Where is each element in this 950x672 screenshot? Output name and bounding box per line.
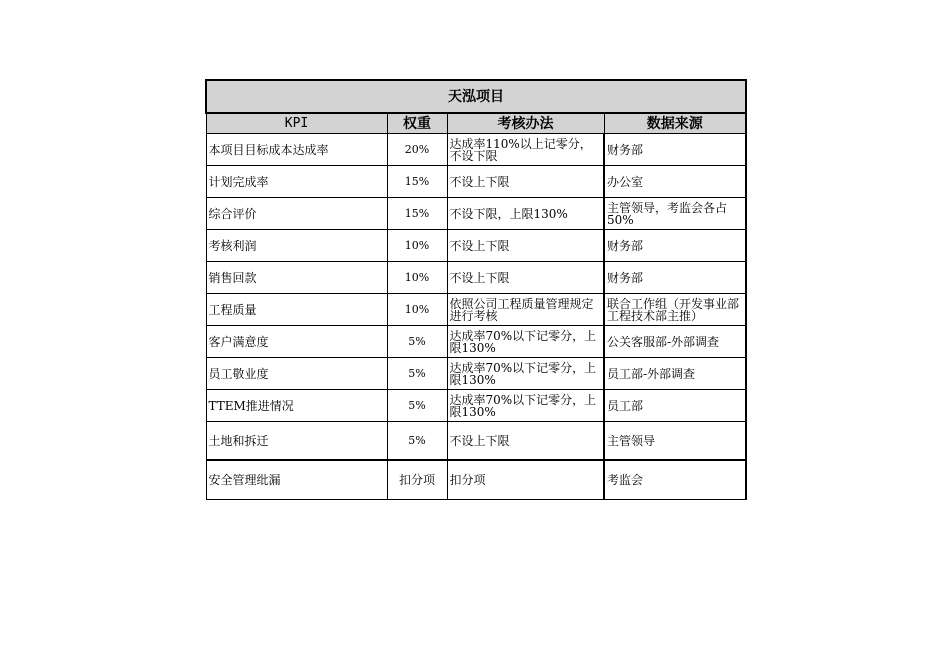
source-cell: 考监会 xyxy=(604,460,746,500)
table-row xyxy=(206,262,746,294)
weight-cell: 5% xyxy=(387,358,447,390)
table-row xyxy=(206,198,746,230)
source-cell: 财务部 xyxy=(604,230,746,262)
method-cell: 达成率110%以上记零分，不设下限 xyxy=(447,134,604,166)
method-cell: 不设下限，上限130% xyxy=(447,198,604,230)
weight-cell: 扣分项 xyxy=(387,460,447,500)
weight-cell: 10% xyxy=(387,230,447,262)
header-weight: 权重 xyxy=(387,113,447,134)
kpi-cell: 计划完成率 xyxy=(206,166,387,198)
table-row xyxy=(206,166,746,198)
method-cell: 依照公司工程质量管理规定进行考核 xyxy=(447,294,604,326)
table-row-last xyxy=(206,460,746,500)
source-cell: 主管领导，考监会各占50% xyxy=(604,198,746,230)
weight-cell: 5% xyxy=(387,390,447,422)
kpi-cell: 综合评价 xyxy=(206,198,387,230)
kpi-cell: 客户满意度 xyxy=(206,326,387,358)
table-row xyxy=(206,422,746,461)
source-cell: 主管领导 xyxy=(604,422,746,461)
kpi-cell: TTEM推进情况 xyxy=(206,390,387,422)
weight-cell: 10% xyxy=(387,262,447,294)
method-cell: 达成率70%以下记零分，上限130% xyxy=(447,326,604,358)
weight-cell: 5% xyxy=(387,326,447,358)
source-cell: 员工部 xyxy=(604,390,746,422)
source-cell: 办公室 xyxy=(604,166,746,198)
table-row xyxy=(206,230,746,262)
kpi-cell: 工程质量 xyxy=(206,294,387,326)
kpi-cell: 本项目目标成本达成率 xyxy=(206,134,387,166)
method-cell: 不设上下限 xyxy=(447,230,604,262)
header-source: 数据来源 xyxy=(604,113,746,134)
method-cell: 不设上下限 xyxy=(447,422,604,461)
source-cell: 联合工作组（开发事业部工程技术部主推） xyxy=(604,294,746,326)
method-cell: 扣分项 xyxy=(447,460,604,500)
method-cell: 达成率70%以下记零分，上限130% xyxy=(447,358,604,390)
table-row xyxy=(206,358,746,390)
source-cell: 财务部 xyxy=(604,262,746,294)
table-title: 天泓项目 xyxy=(206,80,746,113)
kpi-cell: 员工敬业度 xyxy=(206,358,387,390)
kpi-sheet xyxy=(205,79,745,500)
weight-cell: 15% xyxy=(387,198,447,230)
table-row xyxy=(206,326,746,358)
kpi-cell: 安全管理纰漏 xyxy=(206,460,387,500)
method-cell: 不设上下限 xyxy=(447,262,604,294)
kpi-table xyxy=(205,79,747,500)
weight-cell: 10% xyxy=(387,294,447,326)
source-cell: 财务部 xyxy=(604,134,746,166)
weight-cell: 20% xyxy=(387,134,447,166)
header-method: 考核办法 xyxy=(447,113,604,134)
source-cell: 员工部-外部调查 xyxy=(604,358,746,390)
kpi-cell: 考核利润 xyxy=(206,230,387,262)
weight-cell: 5% xyxy=(387,422,447,461)
source-cell: 公关客服部-外部调查 xyxy=(604,326,746,358)
table-row xyxy=(206,294,746,326)
table-row xyxy=(206,134,746,166)
table-row xyxy=(206,390,746,422)
kpi-cell: 土地和拆迁 xyxy=(206,422,387,461)
header-kpi: KPI xyxy=(206,113,387,134)
method-cell: 不设上下限 xyxy=(447,166,604,198)
weight-cell: 15% xyxy=(387,166,447,198)
header-row xyxy=(206,113,746,134)
kpi-cell: 销售回款 xyxy=(206,262,387,294)
method-cell: 达成率70%以下记零分，上限130% xyxy=(447,390,604,422)
